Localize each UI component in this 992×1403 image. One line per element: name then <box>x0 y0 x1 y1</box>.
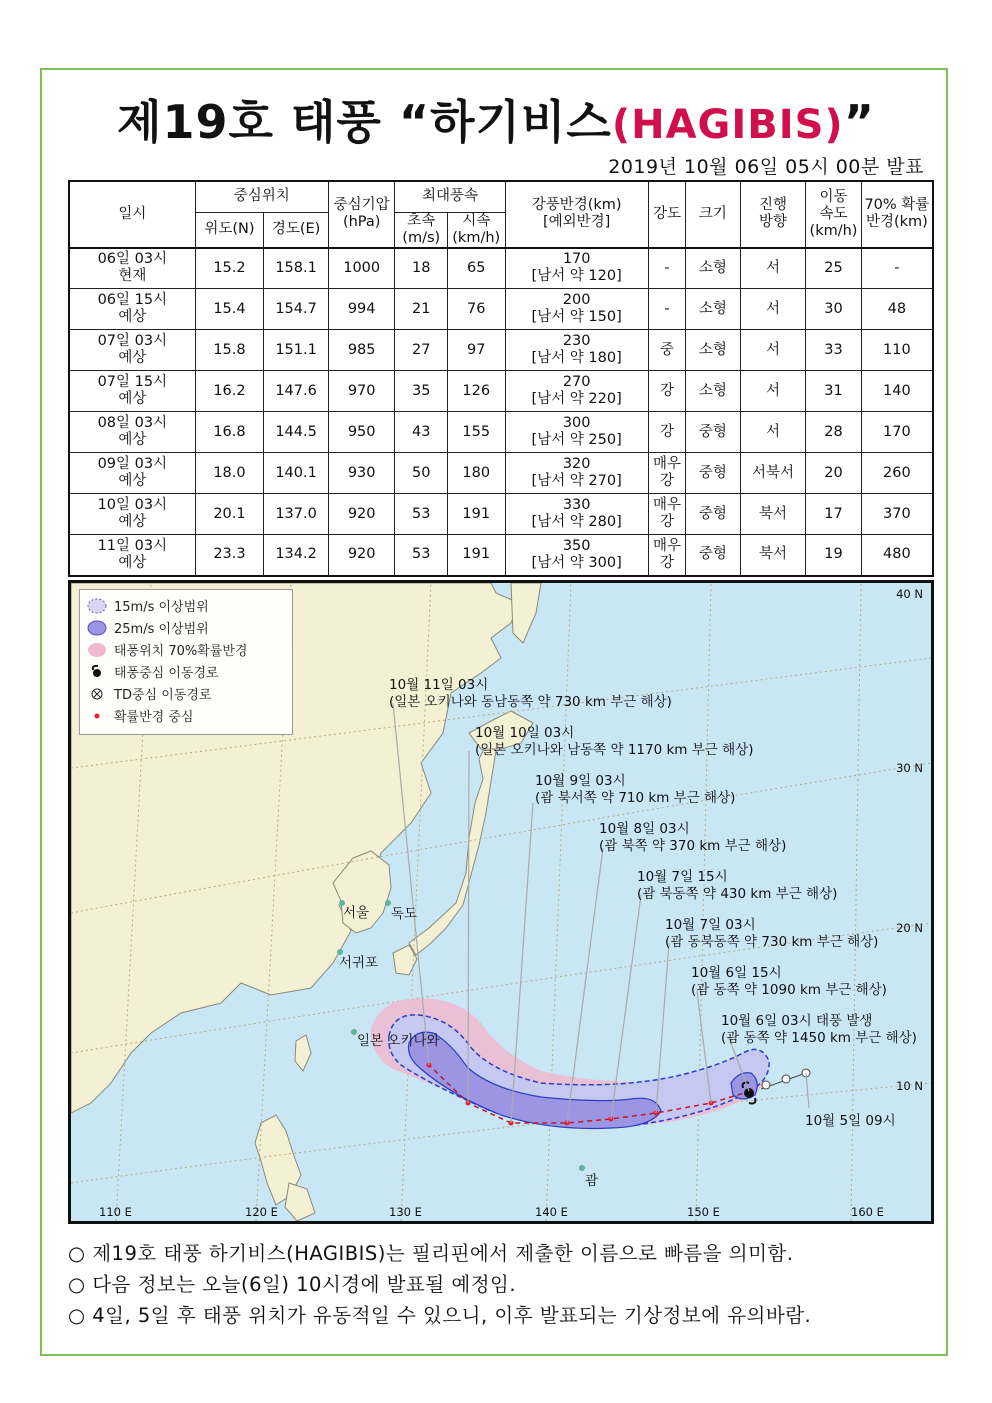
annotation-oct8 <box>599 821 786 855</box>
cell-direction: 서 <box>740 248 806 289</box>
cell-pressure: 930 <box>328 453 395 494</box>
cell-radius: 230 [남서 약 180] <box>505 330 648 371</box>
header-ms: 초속 (m/s) <box>395 212 447 248</box>
cell-size: 소형 <box>686 371 741 412</box>
issued-time: 2019년 10월 06일 05시 00분 발표 <box>608 156 924 178</box>
cell-ms: 53 <box>395 535 447 576</box>
cell-prob: 480 <box>861 535 933 576</box>
annotation-title: 10월 10일 03시 <box>475 725 575 741</box>
annotation-title: 10월 7일 15시 <box>637 869 728 885</box>
cell-intensity: - <box>648 248 685 289</box>
annotation-oct7-03 <box>665 917 878 951</box>
cell-lat: 20.1 <box>195 494 264 535</box>
cell-size: 중형 <box>686 453 741 494</box>
annotation-oct6-15 <box>691 965 887 999</box>
annotation-desc: (괌 동쪽 약 1450 km 부근 해상) <box>721 1030 917 1046</box>
title-korean: 제19호 태풍 “하기비스 <box>117 95 612 149</box>
header-lat: 위도(N) <box>195 212 264 248</box>
cell-intensity: - <box>648 289 685 330</box>
cell-intensity: 강 <box>648 412 685 453</box>
lon-label: 150 E <box>687 1205 720 1219</box>
cell-pressure: 950 <box>328 412 395 453</box>
annotation-title: 10월 6일 03시 태풍 발생 <box>721 1013 873 1029</box>
cell-lon: 158.1 <box>264 248 329 289</box>
cell-lon: 151.1 <box>264 330 329 371</box>
pink-circle-icon <box>86 642 108 658</box>
cell-time: 06일 03시 현재 <box>69 248 195 289</box>
city-dokdo: 독도 <box>391 906 418 922</box>
cell-size: 소형 <box>686 248 741 289</box>
cell-pressure: 920 <box>328 535 395 576</box>
header-datetime: 일시 <box>69 181 195 248</box>
cell-speed: 17 <box>806 494 862 535</box>
red-dot-icon <box>86 708 108 724</box>
cell-time: 09일 03시 예상 <box>69 453 195 494</box>
title-english: (HAGIBIS) <box>611 102 844 148</box>
city-seogwipo: 서귀포 <box>339 955 379 971</box>
cell-time: 08일 03시 예상 <box>69 412 195 453</box>
annotation-title: 10월 9일 03시 <box>535 773 626 789</box>
cell-radius: 300 [남서 약 250] <box>505 412 648 453</box>
cell-size: 소형 <box>686 330 741 371</box>
lon-label: 130 E <box>389 1205 422 1219</box>
cell-prob: 48 <box>861 289 933 330</box>
map-legend <box>79 589 293 735</box>
cell-pressure: 920 <box>328 494 395 535</box>
legend-item <box>86 618 209 637</box>
city-guam: 괌 <box>585 1173 599 1189</box>
header-speed: 이동 속도 (km/h) <box>806 181 862 248</box>
cell-pressure: 1000 <box>328 248 395 289</box>
legend-label: 25m/s 이상범위 <box>114 622 209 637</box>
cell-radius: 330 [남서 약 280] <box>505 494 648 535</box>
cell-speed: 25 <box>806 248 862 289</box>
cell-speed: 30 <box>806 289 862 330</box>
header-center-pos: 중심위치 <box>195 181 328 212</box>
legend-item <box>86 662 219 681</box>
lon-label: 140 E <box>535 1205 568 1219</box>
cell-kmh: 191 <box>447 494 505 535</box>
table-row <box>69 330 933 371</box>
cell-time: 11일 03시 예상 <box>69 535 195 576</box>
cell-intensity: 매우 강 <box>648 494 685 535</box>
cell-pressure: 985 <box>328 330 395 371</box>
cell-lon: 154.7 <box>264 289 329 330</box>
cell-kmh: 126 <box>447 371 505 412</box>
annotation-oct11 <box>389 677 672 711</box>
title-quote: ” <box>843 95 875 149</box>
cell-kmh: 155 <box>447 412 505 453</box>
header-intensity: 강도 <box>648 181 685 248</box>
cell-time: 07일 03시 예상 <box>69 330 195 371</box>
note-item: ○ 제19호 태풍 하기비스(HAGIBIS)는 필리핀에서 제출한 이름으로 빠름을 의미함. <box>68 1242 794 1265</box>
cell-direction: 서 <box>740 371 806 412</box>
typhoon-icon <box>86 664 108 680</box>
legend-item <box>86 640 248 659</box>
header-kmh: 시속 (km/h) <box>447 212 505 248</box>
cell-ms: 50 <box>395 453 447 494</box>
annotation-desc: (일본 오키나와 동남동쪽 약 730 km 부근 해상) <box>389 694 672 710</box>
cell-direction: 북서 <box>740 535 806 576</box>
cell-lon: 137.0 <box>264 494 329 535</box>
cell-lon: 144.5 <box>264 412 329 453</box>
cell-prob: 370 <box>861 494 933 535</box>
typhoon-forecast-table <box>68 180 934 577</box>
note-item: ○ 4일, 5일 후 태풍 위치가 유동적일 수 있으니, 이후 발표되는 기상정보에 유의바람. <box>68 1304 812 1327</box>
table-row <box>69 371 933 412</box>
circle-x-icon <box>86 686 108 702</box>
annotation-desc: (괌 북서쪽 약 710 km 부근 해상) <box>535 790 736 806</box>
cell-lat: 15.4 <box>195 289 264 330</box>
cell-intensity: 중 <box>648 330 685 371</box>
annotation-oct10 <box>475 725 753 759</box>
table-row <box>69 248 933 289</box>
header-pressure: 중심기압 (hPa) <box>328 181 395 248</box>
cell-pressure: 970 <box>328 371 395 412</box>
lat-label: 10 N <box>896 1079 923 1093</box>
cell-ms: 27 <box>395 330 447 371</box>
cell-radius: 350 [남서 약 300] <box>505 535 648 576</box>
td-label: 10월 5일 09시 <box>805 1113 896 1129</box>
annotation-desc: (괌 동쪽 약 1090 km 부근 해상) <box>691 982 887 998</box>
table-row <box>69 453 933 494</box>
filled-circle-icon <box>86 620 108 636</box>
cell-lon: 147.6 <box>264 371 329 412</box>
cell-radius: 170 [남서 약 120] <box>505 248 648 289</box>
cell-ms: 18 <box>395 248 447 289</box>
lat-label: 30 N <box>896 761 923 775</box>
cell-speed: 33 <box>806 330 862 371</box>
lat-label: 20 N <box>896 921 923 935</box>
cell-radius: 270 [남서 약 220] <box>505 371 648 412</box>
legend-item <box>86 684 211 703</box>
annotation-desc: (괌 북동쪽 약 430 km 부근 해상) <box>637 886 838 902</box>
header-direction: 진행 방향 <box>740 181 806 248</box>
cell-direction: 서 <box>740 330 806 371</box>
annotation-title: 10월 7일 03시 <box>665 917 756 933</box>
header-prob: 70% 확률 반경(km) <box>861 181 933 248</box>
cell-intensity: 매우 강 <box>648 453 685 494</box>
cell-lat: 16.2 <box>195 371 264 412</box>
cell-time: 07일 15시 예상 <box>69 371 195 412</box>
legend-label: TD중심 이동경로 <box>114 688 212 703</box>
cell-intensity: 매우 강 <box>648 535 685 576</box>
cell-lat: 23.3 <box>195 535 264 576</box>
cell-lon: 140.1 <box>264 453 329 494</box>
dotted-circle-icon <box>86 598 108 614</box>
lat-label: 40 N <box>896 587 923 601</box>
cell-kmh: 65 <box>447 248 505 289</box>
note-item: ○ 다음 정보는 오늘(6일) 10시경에 발표될 예정임. <box>68 1273 517 1296</box>
annotation-title: 10월 8일 03시 <box>599 821 690 837</box>
cell-kmh: 180 <box>447 453 505 494</box>
header-max-wind: 최대풍속 <box>395 181 505 212</box>
cell-radius: 200 [남서 약 150] <box>505 289 648 330</box>
cell-ms: 35 <box>395 371 447 412</box>
cell-lat: 15.8 <box>195 330 264 371</box>
table-row <box>69 494 933 535</box>
cell-radius: 320 [남서 약 270] <box>505 453 648 494</box>
city-seoul: 서울 <box>343 905 370 921</box>
cell-ms: 53 <box>395 494 447 535</box>
cell-size: 중형 <box>686 412 741 453</box>
city-okinawa: 일본 오키나와 <box>357 1033 440 1049</box>
cell-speed: 19 <box>806 535 862 576</box>
cell-lat: 18.0 <box>195 453 264 494</box>
table-row <box>69 289 933 330</box>
cell-prob: 140 <box>861 371 933 412</box>
cell-speed: 28 <box>806 412 862 453</box>
header-radius: 강풍반경(km) [예외반경] <box>505 181 648 248</box>
lon-label: 120 E <box>245 1205 278 1219</box>
cell-direction: 서북서 <box>740 453 806 494</box>
cell-ms: 43 <box>395 412 447 453</box>
cell-prob: 110 <box>861 330 933 371</box>
annotation-desc: (괌 북쪽 약 370 km 부근 해상) <box>599 838 787 854</box>
cell-time: 10일 03시 예상 <box>69 494 195 535</box>
cell-direction: 서 <box>740 412 806 453</box>
cell-size: 중형 <box>686 535 741 576</box>
annotation-oct7-15 <box>637 869 837 903</box>
cell-lat: 15.2 <box>195 248 264 289</box>
cell-kmh: 76 <box>447 289 505 330</box>
cell-kmh: 97 <box>447 330 505 371</box>
legend-label: 15m/s 이상범위 <box>114 600 209 615</box>
cell-kmh: 191 <box>447 535 505 576</box>
table-row <box>69 535 933 576</box>
annotation-desc: (일본 오키나와 남동쪽 약 1170 km 부근 해상) <box>475 742 754 758</box>
cell-size: 소형 <box>686 289 741 330</box>
cell-prob: - <box>861 248 933 289</box>
cell-size: 중형 <box>686 494 741 535</box>
annotation-title: 10월 6일 15시 <box>691 965 782 981</box>
legend-label: 태풍중심 이동경로 <box>114 666 219 681</box>
notes <box>68 1238 938 1331</box>
cell-direction: 북서 <box>740 494 806 535</box>
lon-label: 160 E <box>851 1205 884 1219</box>
page-title <box>0 86 992 152</box>
cell-speed: 20 <box>806 453 862 494</box>
cell-lon: 134.2 <box>264 535 329 576</box>
header-lon: 경도(E) <box>264 212 329 248</box>
legend-label: 확률반경 중심 <box>114 710 194 725</box>
cell-intensity: 강 <box>648 371 685 412</box>
legend-item <box>86 596 209 615</box>
table-row <box>69 412 933 453</box>
cell-lat: 16.8 <box>195 412 264 453</box>
annotation-title: 10월 11일 03시 <box>389 677 489 693</box>
cell-time: 06일 15시 예상 <box>69 289 195 330</box>
annotation-oct9 <box>535 773 735 807</box>
annotation-desc: (괌 동북동쪽 약 730 km 부근 해상) <box>665 934 879 950</box>
typhoon-track-map <box>68 580 934 1224</box>
cell-direction: 서 <box>740 289 806 330</box>
lon-label: 110 E <box>99 1205 132 1219</box>
legend-label: 태풍위치 70%확률반경 <box>114 644 248 659</box>
cell-ms: 21 <box>395 289 447 330</box>
cell-prob: 260 <box>861 453 933 494</box>
cell-speed: 31 <box>806 371 862 412</box>
legend-item <box>86 706 193 725</box>
annotation-oct6-03 <box>721 1013 917 1047</box>
header-size: 크기 <box>686 181 741 248</box>
cell-pressure: 994 <box>328 289 395 330</box>
cell-prob: 170 <box>861 412 933 453</box>
